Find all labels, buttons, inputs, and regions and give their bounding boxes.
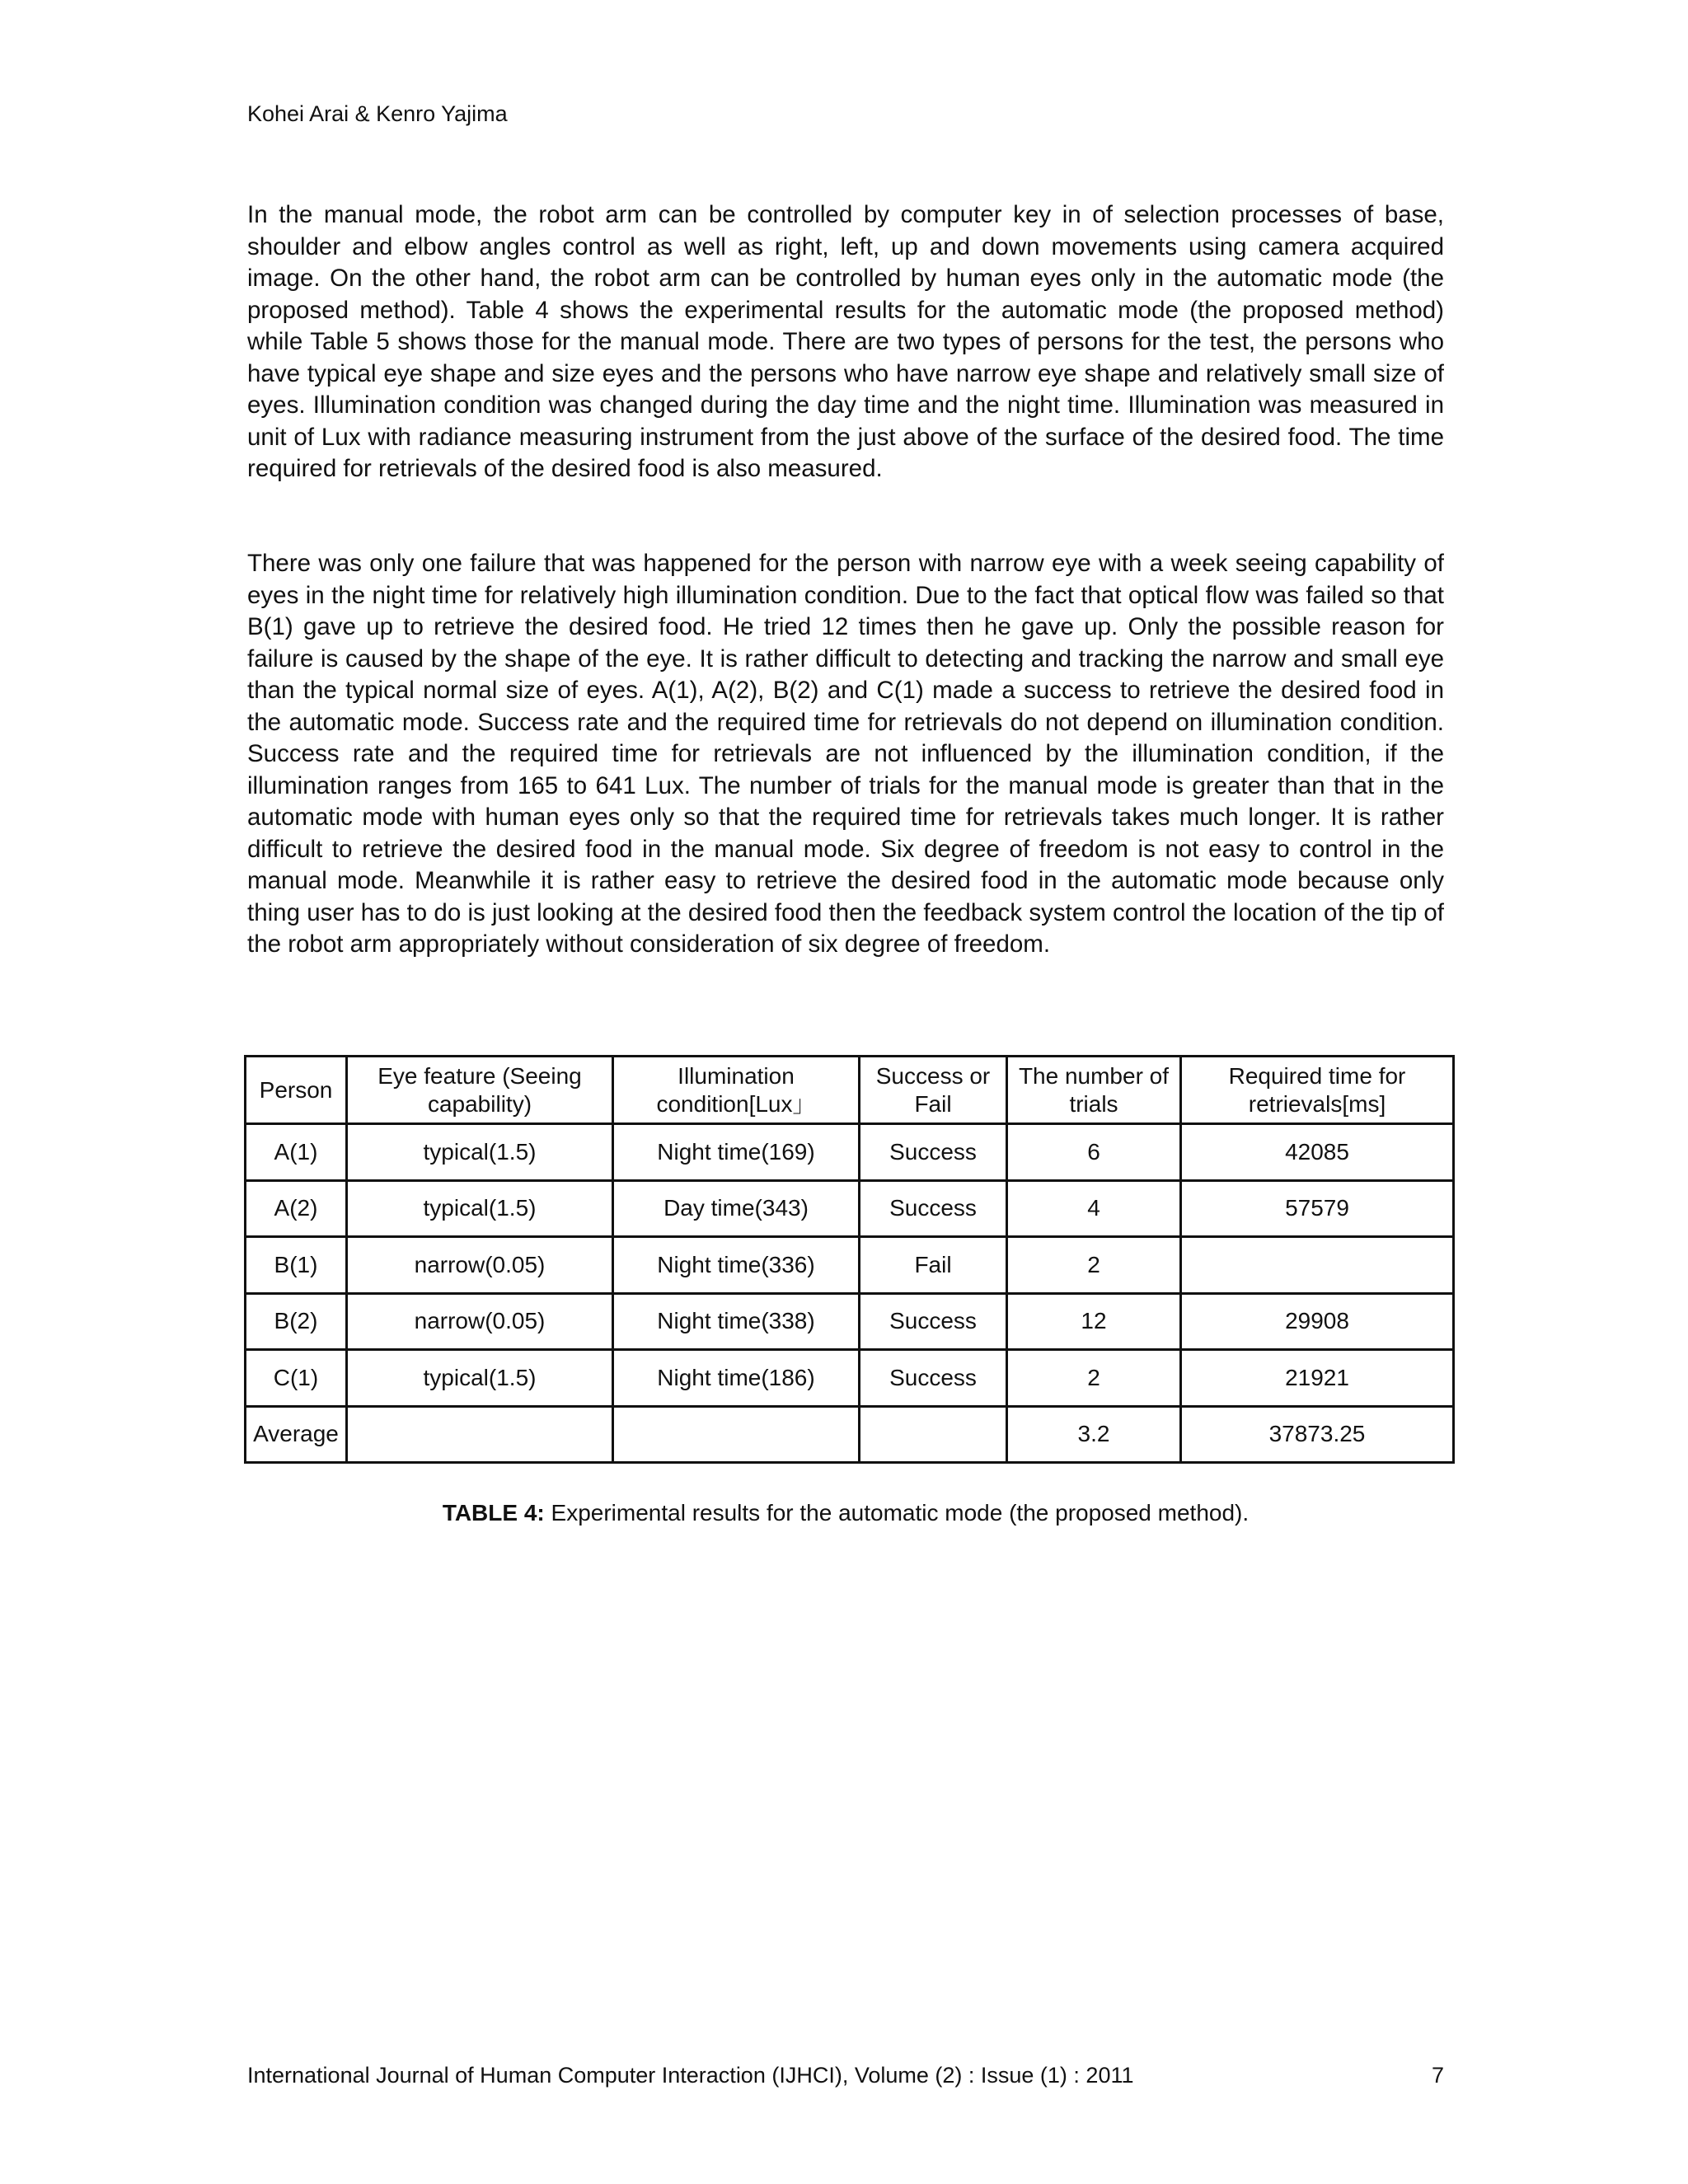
table-row xyxy=(246,1237,1454,1294)
table-row xyxy=(246,1293,1454,1350)
table-row-average xyxy=(246,1406,1454,1463)
page-footer xyxy=(247,2060,1444,2090)
table-row xyxy=(246,1350,1454,1407)
cell-person: Average xyxy=(246,1406,347,1463)
table-caption-label: TABLE 4: xyxy=(442,1500,545,1526)
cell-eye-feature: narrow(0.05) xyxy=(347,1293,613,1350)
column-header-eye-feature: Eye feature (Seeing capability) xyxy=(347,1057,613,1124)
cell-eye-feature: typical(1.5) xyxy=(347,1124,613,1181)
cell-success: Success xyxy=(860,1350,1007,1407)
cell-required-time: 29908 xyxy=(1181,1293,1454,1350)
cell-illumination: Night time(169) xyxy=(613,1124,860,1181)
cell-required-time: 42085 xyxy=(1181,1124,1454,1181)
cell-trials: 6 xyxy=(1007,1124,1181,1181)
body-paragraph: In the manual mode, the robot arm can be controlled by computer key in of selection processes of base, shoulder and elbow angles control as well as right, left, up and down movements using camera acquired image. On the other hand, the robot arm can be controlled by human eyes only in the automatic mode (the proposed method). Table 4 shows the experimental results for the automatic mode (the proposed method) while Table 5 shows those for the manual mode. There are two types of persons for the test, the persons who have typical eye shape and size eyes and the persons who have narrow eye shape and relatively small size of eyes. Illumination condition was changed during the day time and the night time. Illumination was measured in unit of Lux with radiance measuring instrument from the just above of the surface of the desired food. The time required for retrievals of the desired food is also measured. xyxy=(247,201,1444,482)
cell-illumination xyxy=(613,1406,860,1463)
column-header-person: Person xyxy=(246,1057,347,1124)
cell-required-time: 21921 xyxy=(1181,1350,1454,1407)
table-row xyxy=(246,1124,1454,1181)
page-number: 7 xyxy=(1431,2063,1444,2088)
cell-trials: 4 xyxy=(1007,1180,1181,1237)
table-header-row xyxy=(246,1057,1454,1124)
cell-trials: 2 xyxy=(1007,1350,1181,1407)
body-paragraph: There was only one failure that was happened for the person with narrow eye with a week seeing capability of eyes in the night time for relatively high illumination condition. Due to the fact that optical flow was failed so that B(1) gave up to retrieve the desired food. He tried 12 times then he gave up. Only the possible reason for failure is caused by the shape of the eye. It is rather difficult to detecting and tracking the narrow and small eye than the typical normal size of eyes. A(1), A(2), B(2) and C(1) made a success to retrieve the desired food in the automatic mode. Success rate and the required time for retrievals do not depend on illumination condition. Success rate and the required time for retrievals are not influenced by the illumination condition, if the illumination ranges from 165 to 641 Lux. The number of trials for the manual mode is greater than that in the automatic mode with human eyes only so that the required time for retrievals takes much longer. It is rather difficult to retrieve the desired food in the manual mode. Six degree of freedom is not easy to control in the manual mode. Meanwhile it is rather easy to retrieve the desired food in the automatic mode because only thing user has to do is just looking at the desired food then the feedback system control the location of the tip of the robot arm appropriately without consideration of six degree of freedom. xyxy=(247,550,1444,958)
column-header-success: Success or Fail xyxy=(860,1057,1007,1124)
cell-illumination: Night time(336) xyxy=(613,1237,860,1294)
results-table xyxy=(244,1055,1455,1464)
table-caption xyxy=(247,1498,1444,1528)
cell-success: Success xyxy=(860,1293,1007,1350)
cell-success: Success xyxy=(860,1180,1007,1237)
cell-person: C(1) xyxy=(246,1350,347,1407)
cell-eye-feature: typical(1.5) xyxy=(347,1180,613,1237)
cell-illumination: Day time(343) xyxy=(613,1180,860,1237)
cell-required-time xyxy=(1181,1237,1454,1294)
cell-illumination: Night time(186) xyxy=(613,1350,860,1407)
cell-eye-feature: typical(1.5) xyxy=(347,1350,613,1407)
cell-person: A(1) xyxy=(246,1124,347,1181)
cell-person: B(1) xyxy=(246,1237,347,1294)
cell-eye-feature: narrow(0.05) xyxy=(347,1237,613,1294)
running-header: Kohei Arai & Kenro Yajima xyxy=(247,101,508,126)
cell-trials: 3.2 xyxy=(1007,1406,1181,1463)
cell-success xyxy=(860,1406,1007,1463)
cell-success: Fail xyxy=(860,1237,1007,1294)
cell-trials: 12 xyxy=(1007,1293,1181,1350)
cell-person: A(2) xyxy=(246,1180,347,1237)
column-header-illumination: Illumination condition[Lux」 xyxy=(613,1057,860,1124)
cell-person: B(2) xyxy=(246,1293,347,1350)
cell-required-time: 37873.25 xyxy=(1181,1406,1454,1463)
table-caption-text: Experimental results for the automatic mode (the proposed method). xyxy=(544,1500,1250,1526)
cell-trials: 2 xyxy=(1007,1237,1181,1294)
cell-required-time: 57579 xyxy=(1181,1180,1454,1237)
cell-illumination: Night time(338) xyxy=(613,1293,860,1350)
column-header-trials: The number of trials xyxy=(1007,1057,1181,1124)
cell-eye-feature xyxy=(347,1406,613,1463)
footer-journal: International Journal of Human Computer Interaction (IJHCI), Volume (2) : Issue (1) : 2011 xyxy=(247,2063,1134,2088)
cell-success: Success xyxy=(860,1124,1007,1181)
column-header-required-time: Required time for retrievals[ms] xyxy=(1181,1057,1454,1124)
table-row xyxy=(246,1180,1454,1237)
